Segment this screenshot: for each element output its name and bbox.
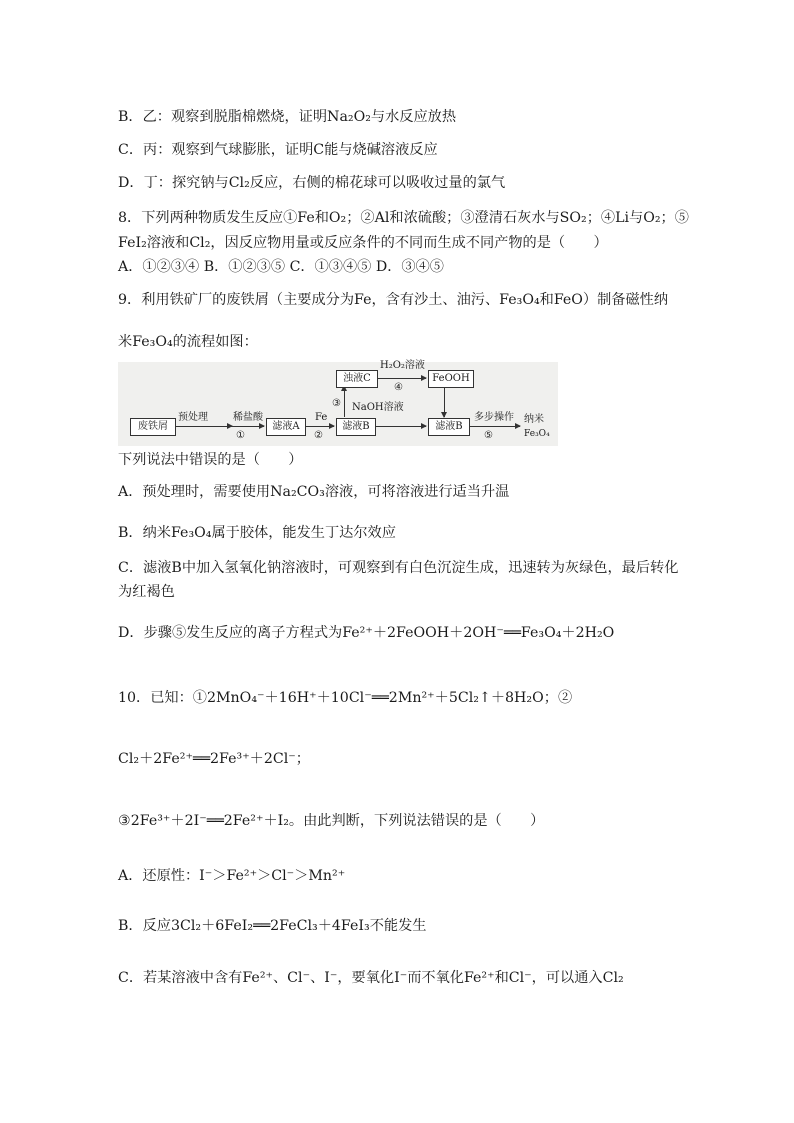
arrow-filtrate-b	[376, 426, 426, 427]
box-feooh: FeOOH	[428, 370, 474, 388]
label-naoh: NaOH溶液	[352, 402, 404, 413]
label-step-1: ①	[236, 430, 245, 441]
arrow-step-4	[378, 378, 426, 379]
box-filtrate-b2: 滤液B	[428, 418, 470, 436]
arrow-step-5	[470, 426, 520, 427]
label-nano: 纳米	[524, 414, 544, 425]
q7-option-d: D．丁：探究钠与Cl₂反应，右侧的棉花球可以吸收过量的氯气	[118, 175, 506, 191]
label-fe3o4: Fe₃O₄	[524, 429, 550, 439]
arrow-step-1	[232, 426, 264, 427]
q8-options: A．①②③④ B．①②③⑤ C．①③④⑤ D．③④⑤	[118, 259, 444, 275]
q8-stem-line1: 8．下列两种物质发生反应①Fe和O₂；②Al和浓硫酸；③澄清石灰水与SO₂；④Li与O₂；⑤	[118, 210, 689, 226]
q10-line1: 10．已知：①2MnO₄⁻＋16H⁺＋10Cl⁻══2Mn²⁺＋5Cl₂↑＋8H₂O；②	[118, 690, 573, 706]
arrow-pretreat	[176, 426, 232, 427]
q10-line3: ③2Fe³⁺＋2I⁻══2Fe²⁺＋I₂。由此判断，下列说法错误的是（ ）	[118, 813, 545, 829]
q9-option-a: A．预处理时，需要使用Na₂CO₃溶液，可将溶液进行适当升温	[118, 484, 510, 500]
label-fe: Fe	[315, 412, 328, 423]
label-step-3: ③	[332, 398, 341, 409]
arrow-feooh-down	[444, 388, 445, 417]
q9-process-flowchart	[118, 362, 558, 446]
q9-question: 下列说法中错误的是（ ）	[118, 452, 303, 468]
q10-option-c: C．若某溶液中含有Fe²⁺、Cl⁻、I⁻，要氧化I⁻而不氧化Fe²⁺和Cl⁻，可以通入Cl₂	[118, 970, 624, 986]
q9-option-c-line2: 为红褐色	[118, 584, 175, 600]
q9-option-c-line1: C．滤液B中加入氢氧化钠溶液时，可观察到有白色沉淀生成，迅速转为灰绿色，最后转化	[118, 560, 679, 576]
label-step-5: ⑤	[484, 430, 493, 441]
box-turbid-c: 浊液C	[336, 370, 378, 388]
q7-option-b: B．乙：观察到脱脂棉燃烧，证明Na₂O₂与水反应放热	[118, 109, 457, 125]
label-step-4: ④	[394, 382, 403, 393]
q9-stem-line2: 米Fe₃O₄的流程如图：	[118, 334, 258, 350]
label-step-2: ②	[314, 430, 323, 441]
q10-option-b: B．反应3Cl₂＋6FeI₂══2FeCl₃＋4FeI₃不能发生	[118, 918, 427, 934]
arrow-step-3	[344, 386, 345, 417]
q9-option-b: B．纳米Fe₃O₄属于胶体，能发生丁达尔效应	[118, 525, 396, 541]
q9-stem-line1: 9．利用铁矿厂的废铁屑（主要成分为Fe，含有沙土、油污、Fe₃O₄和FeO）制备磁性纳	[118, 292, 669, 308]
box-filtrate-b: 滤液B	[336, 418, 376, 436]
arrow-step-2	[306, 426, 334, 427]
q7-option-c: C．丙：观察到气球膨胀，证明C能与烧碱溶液反应	[118, 142, 438, 158]
box-waste-iron: 废铁屑	[130, 418, 176, 436]
label-dilute-hcl: 稀盐酸	[233, 412, 263, 423]
q10-line2: Cl₂＋2Fe²⁺══2Fe³⁺＋2Cl⁻；	[118, 751, 310, 767]
label-h2o2: H₂O₂溶液	[380, 360, 425, 371]
label-pretreat: 预处理	[178, 412, 208, 423]
q9-option-d: D．步骤⑤发生反应的离子方程式为Fe²⁺＋2FeOOH＋2OH⁻══Fe₃O₄＋2H₂O	[118, 625, 615, 641]
q8-stem-line2: FeI₂溶液和Cl₂，因反应物用量或反应条件的不同而生成不同产物的是（ ）	[118, 235, 608, 251]
box-filtrate-a: 滤液A	[266, 418, 306, 436]
q10-option-a: A．还原性：I⁻＞Fe²⁺＞Cl⁻＞Mn²⁺	[118, 868, 346, 884]
label-multistep: 多步操作	[474, 412, 514, 423]
